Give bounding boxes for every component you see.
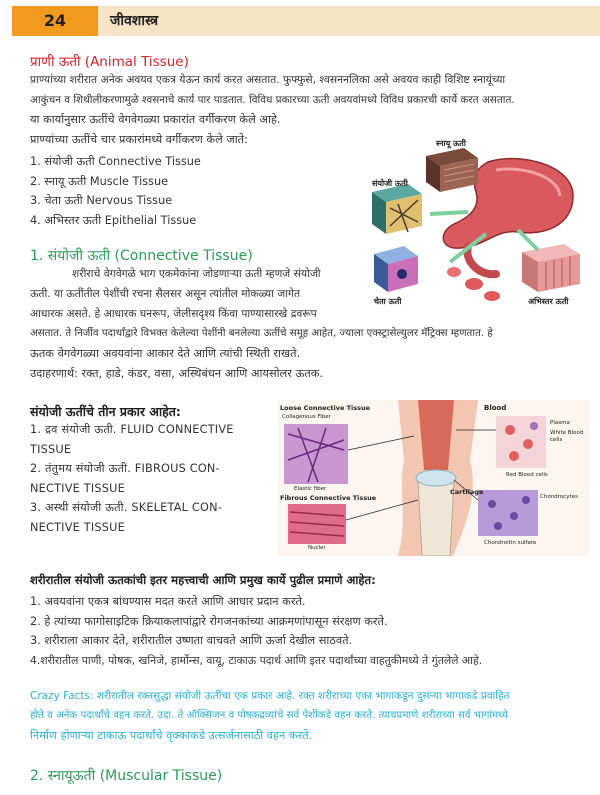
label-muscle-tissue: स्नायू ऊती <box>436 139 466 148</box>
list-item: 3. अस्थी संयोजी ऊती. SKELETAL CON- <box>30 501 223 514</box>
label-loose-connective: Loose Connective Tissue <box>280 404 371 412</box>
connective-types-list <box>30 420 270 537</box>
section-title-connective-tissue: 1. संयोजी ऊती (Connective Tissue) <box>30 248 253 264</box>
label-nuclei: Nuclei <box>308 545 326 551</box>
paragraph-line: असतात. ते निर्जीव पदार्थांद्वारे विभक्त केलेल्या पेशींनी बनलेल्या ऊतींचे समूह आहेत, ज्याला एक्स्ट्रासेल्युलर मॅट्रिक्स म्हणतात. हे <box>30 328 493 339</box>
paragraph-line: उदाहरणार्थ: रक्त, हाडे, कंडर, वसा, अस्थिबंधन आणि आयसोलर ऊतक. <box>30 367 323 380</box>
intro-line: आकुंचन व शिथीलीकरणामुळे श्वसनाचे कार्य पार पाडतात. विविध प्रकारच्या ऊती अवयवांमध्ये विविध प्रकारची कार्ये करत असतात. <box>30 94 515 106</box>
label-epithelial-tissue: अभिस्तर ऊती <box>528 297 569 306</box>
label-connective-tissue: संयोजी ऊती <box>372 179 408 188</box>
list-item: 1. अवयवांना एकत्र बांधण्यास मदत करते आणि आधार प्रदान करते. <box>30 595 306 608</box>
bone-shape <box>418 476 454 556</box>
connective-paragraph <box>30 264 590 384</box>
section-title-functions: शरीरातील संयोजी ऊतकांची इतर महत्त्वाची आणि प्रमुख कार्ये पुढील प्रमाणे आहेत: <box>30 573 376 587</box>
header-bar <box>12 6 600 36</box>
paragraph-line: शरीराचे वेगवेगळे भाग एकमेकांना जोडणाऱ्या ऊती म्हणजे संयोजी <box>72 267 321 280</box>
label-chondrocytes: Chondrocytes <box>540 494 578 500</box>
list-item: 1. संयोजी ऊती Connective Tissue <box>30 155 201 168</box>
label-plasma: Plasma <box>550 420 570 426</box>
list-item: TISSUE <box>30 442 72 456</box>
intro-line: या कार्यानुसार ऊतींचे वेगवेगळ्या प्रकारांत वर्गीकरण केले आहे. <box>30 113 281 126</box>
facts-line: Crazy Facts: शरीरातील रक्तसुद्धा संयोजी ऊतींचा एक प्रकार आहे. रक्त शरीराच्या एका भागाकडून दुसऱ्या भागाकडे प्रवाहित <box>30 690 510 702</box>
list-item: 2. स्नायू ऊती Muscle Tissue <box>30 174 169 188</box>
section-title-animal-tissue: प्राणी ऊती (Animal Tissue) <box>30 54 189 70</box>
section-title-connective-types: संयोजी ऊतींचे तीन प्रकार आहेत: <box>30 404 181 419</box>
label-blood: Blood <box>484 404 507 412</box>
label-cartilage: Cartilage <box>450 488 484 496</box>
crazy-facts-box <box>30 686 590 746</box>
page-number: 24 <box>12 6 98 36</box>
paragraph-line: आधारक असते. हे आधारक घनरूप, जेलीसदृश्य किंवा पाण्यासारखे द्रवरूप <box>30 307 317 320</box>
list-item: 1. द्रव संयोजी ऊती. FLUID CONNECTIVE <box>30 423 234 436</box>
facts-line: निर्माण होणाऱ्या टाकाऊ पदार्थांचे वृक्काकडे उत्सर्जनासाठी वहन करते. <box>30 729 313 742</box>
label-nervous-tissue: चेता ऊती <box>374 297 402 306</box>
arrow-icon <box>430 212 468 214</box>
list-item: 2. तंतुमय संयोजी ऊती. FIBROUS CON- <box>30 462 220 475</box>
functions-list <box>30 592 590 670</box>
label-white-blood-cells: White Blood cells <box>550 430 584 443</box>
section-title-muscular-tissue: 2. स्नायूऊती (Muscular Tissue) <box>30 768 223 784</box>
label-elastic: Elastic fiber <box>294 486 327 492</box>
cartilage-swatch <box>478 490 538 536</box>
tissue-types-list <box>30 152 201 230</box>
cartilage-shape <box>416 470 456 486</box>
list-item: NECTIVE TISSUE <box>30 481 125 495</box>
list-item: 4.शरीरातील पाणी, पोषक, खनिजे, हार्मोन्स, वायू, टाकाऊ पदार्थ आणि इतर पदार्थांच्या वाहतुकीमध्ये ते गुंतलेले आहे. <box>30 653 483 667</box>
connective-tissue-figure <box>278 400 590 556</box>
subject-title: जीवशास्त्र <box>110 13 159 29</box>
list-item: NECTIVE TISSUE <box>30 520 125 534</box>
paragraph-line: ऊतक वेगवेगळ्या अवयवांना आकार देते आणि त्यांची स्थिती राखते. <box>30 347 301 360</box>
label-fibrous-connective: Fibrous Connective Tissue <box>280 494 377 502</box>
facts-line: होते व अनेक पदार्थांचे वहन करते. उदा. ते ऑक्सिजन व पोषकद्रव्यांचे सर्व पेशींकडे वहन करते. त्याचप्रमाणे शरीराच्या सर्व भागांमध्ये <box>30 710 508 721</box>
list-item: 3. शरीराला आकार देते, शरीरातील उष्णता वाचवते आणि ऊर्जा देखील साठवते. <box>30 634 353 647</box>
list-item: 4. अभिस्तर ऊती Epithelial Tissue <box>30 213 197 227</box>
muscle-tissue-block <box>426 148 478 192</box>
label-red-blood-cells: Red Blood cells <box>506 472 548 478</box>
list-item: 3. चेता ऊती Nervous Tissue <box>30 194 173 207</box>
intro-line: प्राण्यांच्या ऊतींचे चार प्रकारांमध्ये वर्गीकरण केले जाते: <box>30 133 248 146</box>
blood-swatch <box>496 416 546 468</box>
connective-tissue-block <box>372 184 422 234</box>
label-chondroitin: Chondroitin sulfate <box>484 540 537 546</box>
connective-tissue-illustration <box>278 400 590 556</box>
label-collagenous: Collagenous Fiber <box>282 414 331 420</box>
paragraph-line: ऊती. या ऊतींतील पेशींची रचना सैलसर असून त्यांतील मोकळ्या जागेत <box>30 287 301 300</box>
intro-line: प्राण्यांच्या शरीरात अनेक अवयव एकत्र येऊन कार्य करत असतात. फुफ्फुसे, श्वसननलिका असे अवयव काही विशिष्ट स्नायूंच्या <box>30 73 506 86</box>
list-item: 2. हे त्यांच्या फागोसाइटिक क्रियाकलापांद्वारे रोगजनकांच्या आक्रमणांपासून संरक्षण करते. <box>30 614 388 628</box>
